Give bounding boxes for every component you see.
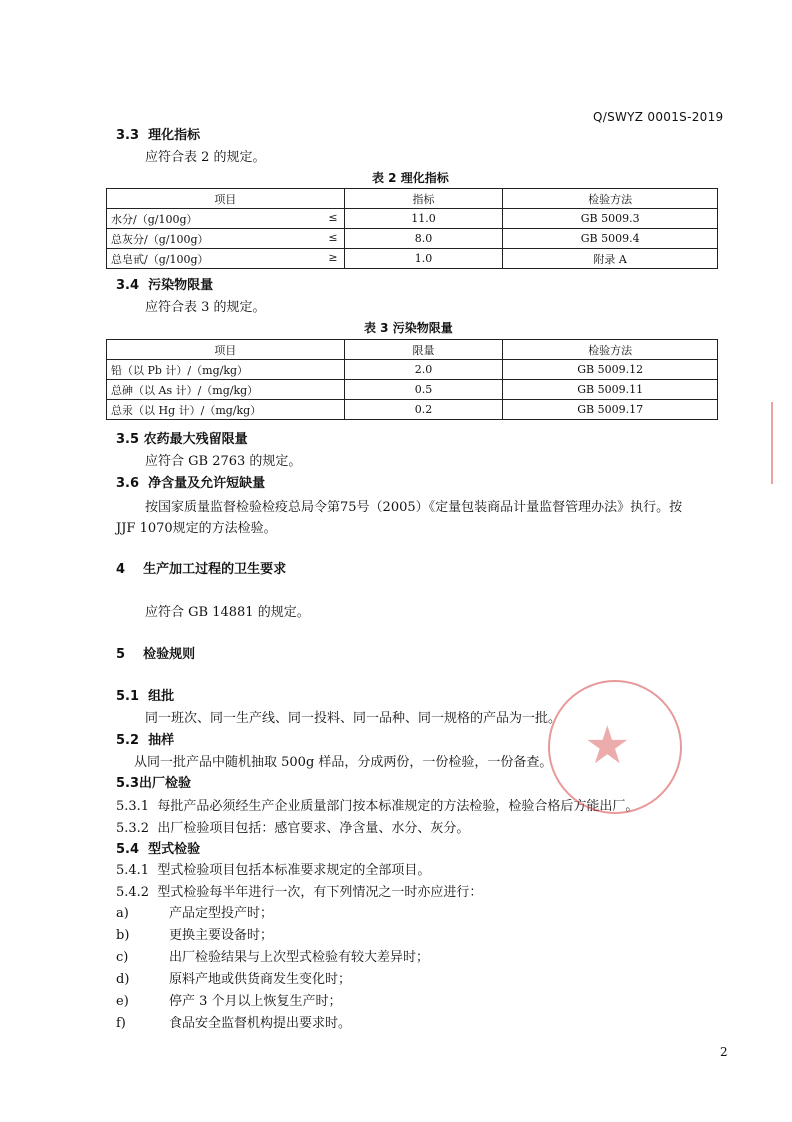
column-header-value: 指标 (344, 189, 503, 209)
section-3-4-heading (116, 279, 213, 292)
section-title: 生产加工过程的卫生要求 (143, 562, 287, 577)
section-3-5-heading (116, 433, 248, 446)
table-cell-value: 2.0 (344, 360, 503, 380)
clause-number: 5.3.1 (116, 799, 150, 814)
clause-number: 5.3.2 (116, 821, 150, 836)
table-cell-method: GB 5009.11 (503, 380, 718, 400)
list-item (116, 951, 128, 964)
section-title: 理化指标 (148, 128, 201, 143)
section-number: 3.4 (116, 278, 140, 293)
table-cell-value: 1.0 (344, 249, 503, 269)
section-5-4-heading (116, 843, 200, 856)
section-3-3-heading (116, 129, 200, 142)
section-number: 5.4 (116, 842, 140, 857)
section-5-2-heading (116, 734, 174, 747)
table-row (107, 249, 718, 269)
table-row (107, 229, 718, 249)
section-4-heading (116, 563, 286, 576)
table-row (107, 209, 718, 229)
table-3-caption: 表 3 污染物限量 (364, 321, 453, 335)
table-cell-value: 0.2 (344, 400, 503, 420)
section-5-4-1 (116, 864, 430, 877)
table-cell-item: 总汞（以 Hg 计）/（mg/kg） (107, 400, 345, 420)
list-item-label: e) (116, 994, 129, 1009)
section-number: 4 (116, 562, 126, 577)
section-4-text: 应符合 GB 14881 的规定。 (145, 605, 310, 620)
item-label: 总灰分/（g/100g） (111, 232, 209, 246)
section-title: 组批 (148, 689, 175, 704)
table-cell-value: 8.0 (344, 229, 503, 249)
list-item-text: 更换主要设备时； (169, 928, 274, 943)
table-row (107, 400, 718, 420)
list-item (116, 1017, 126, 1030)
column-header-item: 项目 (107, 189, 345, 209)
list-item-label: c) (116, 950, 129, 965)
table-cell-value: 11.0 (344, 209, 503, 229)
list-item-label: f) (116, 1016, 126, 1031)
section-3-6-line-2: JJF 1070规定的方法检验。 (116, 521, 277, 536)
table-cell-item: 铅（以 Pb 计）/（mg/kg） (107, 360, 345, 380)
table-cell-item (107, 209, 345, 229)
document-code: Q/SWYZ 0001S-2019 (593, 110, 724, 124)
list-item (116, 907, 129, 920)
section-number: 3.3 (116, 128, 140, 143)
list-item-text: 原料产地或供货商发生变化时； (169, 972, 352, 987)
list-item (116, 929, 129, 942)
section-title: 出厂检验 (139, 776, 192, 791)
table-cell-item (107, 229, 345, 249)
section-title: 检验规则 (143, 647, 196, 662)
section-5-1-heading (116, 690, 174, 703)
list-item-text: 停产 3 个月以上恢复生产时； (169, 994, 342, 1009)
item-label: 总皂甙/（g/100g） (111, 252, 209, 266)
section-number: 3.5 (116, 432, 140, 447)
section-5-1-text: 同一班次、同一生产线、同一投料、同一品种、同一规格的产品为一批。 (145, 711, 562, 726)
section-5-3-heading (116, 777, 191, 790)
comparison-symbol: ≤ (328, 231, 338, 244)
section-title: 污染物限量 (148, 278, 214, 293)
star-icon: ★ (584, 716, 631, 776)
section-number: 5.3 (116, 776, 140, 791)
table-cell-item: 总砷（以 As 计）/（mg/kg） (107, 380, 345, 400)
table-row (107, 380, 718, 400)
comparison-symbol: ≤ (328, 211, 338, 224)
clause-text: 每批产品必须经生产企业质量部门按本标准规定的方法检验，检验合格后方能出厂。 (157, 799, 639, 814)
section-3-6-line-1: 按国家质量监督检验检疫总局令第75号（2005）《定量包装商品计量监督管理办法》执行。按 (145, 500, 683, 515)
column-header-method: 检验方法 (503, 340, 718, 360)
section-number: 5.1 (116, 689, 140, 704)
table-cell-method: GB 5009.3 (503, 209, 718, 229)
clause-text: 型式检验项目包括本标准要求规定的全部项目。 (157, 863, 431, 878)
clause-text: 出厂检验项目包括：感官要求、净含量、水分、灰分。 (157, 821, 470, 836)
section-3-4-text: 应符合表 3 的规定。 (145, 300, 266, 315)
section-5-4-2 (116, 886, 482, 899)
table-cell-method: GB 5009.12 (503, 360, 718, 380)
clause-text: 型式检验每半年进行一次，有下列情况之一时亦应进行： (157, 885, 483, 900)
list-item-label: b) (116, 928, 130, 943)
table-cell-method: GB 5009.4 (503, 229, 718, 249)
column-header-item: 项目 (107, 340, 345, 360)
table-row (107, 360, 718, 380)
section-3-6-heading (116, 477, 265, 490)
table-header-row (107, 189, 718, 209)
clause-number: 5.4.2 (116, 885, 150, 900)
section-title: 农药最大残留限量 (143, 432, 248, 447)
section-number: 5 (116, 647, 126, 662)
column-header-limit: 限量 (344, 340, 503, 360)
section-title: 抽样 (148, 733, 175, 748)
list-item-text: 产品定型投产时； (169, 906, 274, 921)
table-header-row (107, 340, 718, 360)
section-number: 3.6 (116, 476, 140, 491)
comparison-symbol: ≥ (328, 251, 338, 264)
section-5-3-2 (116, 822, 469, 835)
section-5-3-1 (116, 800, 638, 813)
table-cell-item (107, 249, 345, 269)
section-5-heading (116, 648, 195, 661)
table-cell-method: GB 5009.17 (503, 400, 718, 420)
section-3-3-text: 应符合表 2 的规定。 (145, 150, 266, 165)
section-5-2-text: 从同一批产品中随机抽取 500g 样品，分成两份，一份检验，一份备查。 (134, 755, 553, 770)
section-number: 5.2 (116, 733, 140, 748)
section-title: 型式检验 (148, 842, 201, 857)
list-item-label: a) (116, 906, 129, 921)
item-label: 水分/（g/100g） (111, 212, 198, 226)
list-item-text: 出厂检验结果与上次型式检验有较大差异时； (169, 950, 430, 965)
page-number: 2 (720, 1045, 728, 1059)
table-cell-value: 0.5 (344, 380, 503, 400)
clause-number: 5.4.1 (116, 863, 150, 878)
table-3 (106, 339, 718, 420)
table-cell-method: 附录 A (503, 249, 718, 269)
section-title: 净含量及允许短缺量 (148, 476, 266, 491)
list-item (116, 973, 129, 986)
list-item-text: 食品安全监督机构提出要求时。 (169, 1016, 352, 1031)
list-item (116, 995, 129, 1008)
column-header-method: 检验方法 (503, 189, 718, 209)
section-3-5-text: 应符合 GB 2763 的规定。 (145, 454, 302, 469)
table-2-caption: 表 2 理化指标 (372, 171, 449, 185)
list-item-label: d) (116, 972, 130, 987)
edge-seal-mark (771, 402, 792, 484)
table-2 (106, 188, 718, 269)
